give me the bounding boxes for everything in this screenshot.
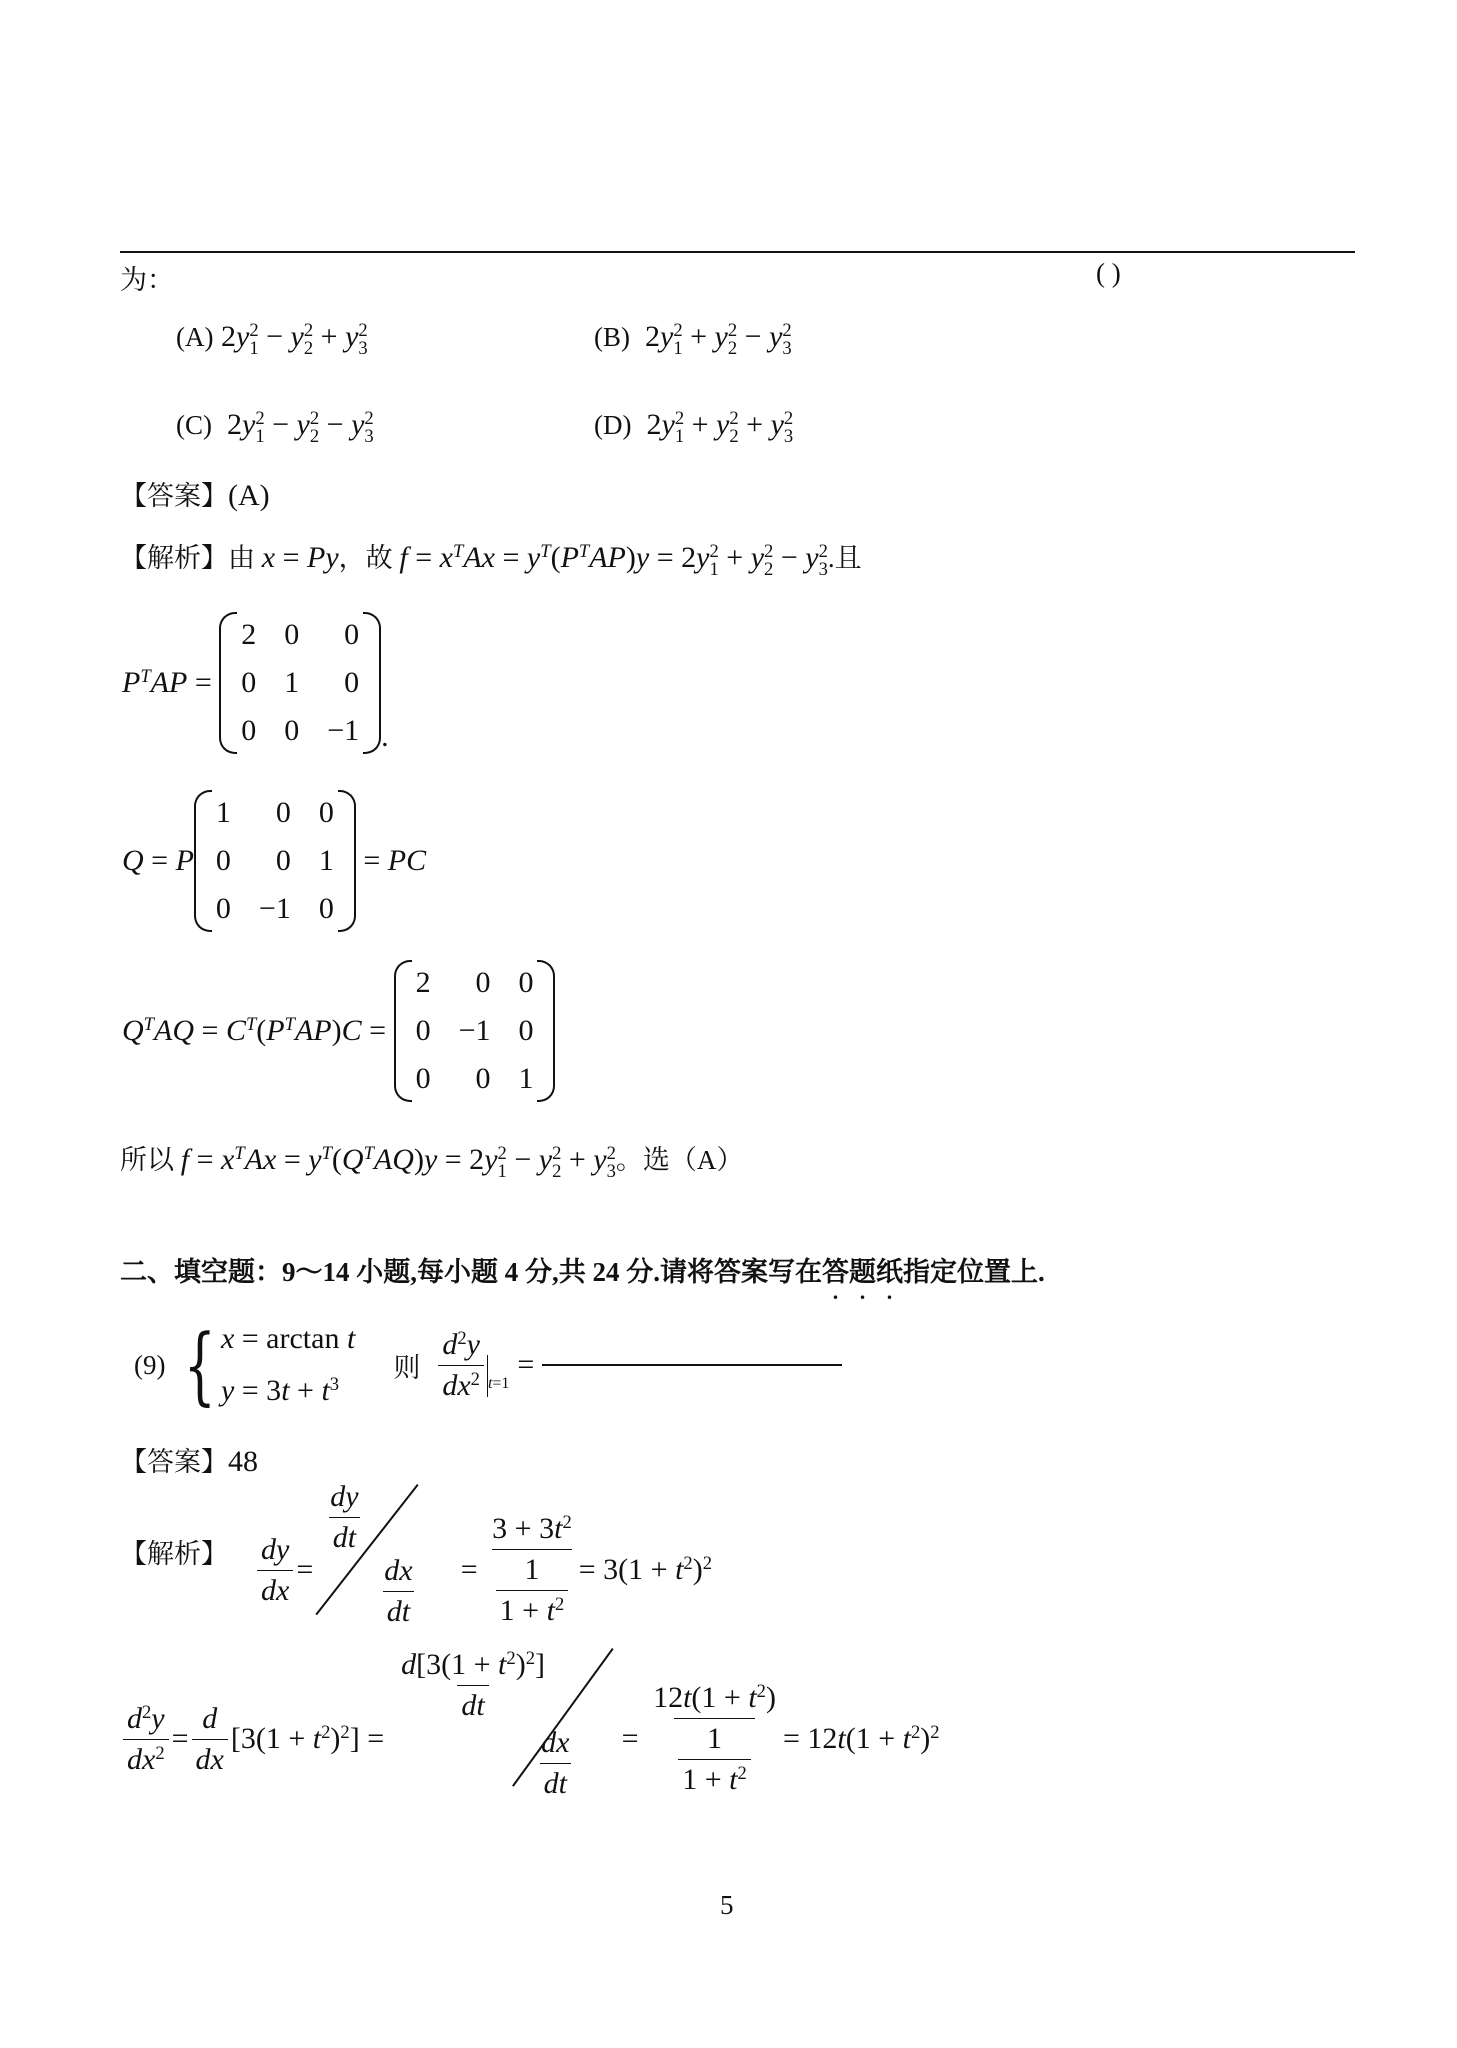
- matrix-cell: 0: [475, 1062, 491, 1095]
- answer9-label: 【答案】: [120, 1447, 228, 1477]
- section-heading: [120, 1250, 1045, 1289]
- option-d-label: (D): [594, 410, 632, 440]
- matrix-cell: 0: [318, 892, 334, 925]
- matrix-c: [194, 790, 356, 932]
- dydt-over-dxdt: $\frac{dy}{dt}$ $\frac{dx}{dt}$: [330, 1480, 413, 1628]
- analysis-line: 【解析】由 x = Py，故 $f = x^TAx = y^T(P^TAP)y = 2y$ 2 1 + y 2 2 − y 2 3 .且: [120, 540, 862, 581]
- conclusion-suoyi: 所以: [120, 1145, 174, 1175]
- analysis-gu: ，故: [338, 543, 393, 573]
- q-equation: Q = P 1 0 0 0 0 1 0 −1 0 = PC: [122, 790, 426, 932]
- analysis9-label: 【解析】: [120, 1539, 228, 1569]
- question-lead: 为：: [120, 265, 174, 295]
- analysis-label: 【解析】: [120, 543, 228, 573]
- q9-number: (9): [134, 1349, 166, 1380]
- header-rule: [120, 251, 1355, 253]
- matrix-cell: 0: [475, 966, 491, 999]
- matrix-cell: 0: [415, 1014, 431, 1047]
- matrix-cell: 1: [318, 844, 334, 877]
- qtaq-equation: $Q^TAQ = C^T(P^TAP)C$ = 2 0 0 0 −1 0 0 0 1: [122, 960, 555, 1102]
- answer-bracket: ( ): [1096, 258, 1121, 288]
- analysis-qie: .且: [827, 543, 862, 573]
- option-c: (C) 2y 2 1 − y 2 2 − y 2 3: [176, 407, 374, 448]
- section-heading-2: 9～14 小题,每小题 4 分,共 24 分.请将答案写在: [282, 1257, 822, 1287]
- matrix-cell: 0: [415, 1062, 431, 1095]
- conclusion-line: 所以 $f = x^TAx = y^T(Q^TAQ)y = 2y$ 2 1 − y 2 2 + y 2 3 。选（A）: [120, 1142, 744, 1183]
- option-a: (A) 2y 2 1 − y 2 2 + y 2 3: [176, 319, 368, 360]
- matrix-cell: 2: [415, 966, 431, 999]
- option-b: (B) 2y 2 1 + y 2 2 − y 2 3: [594, 319, 792, 360]
- matrix-cell: −1: [327, 714, 360, 747]
- section-heading-3: 指定位置上.: [903, 1257, 1045, 1287]
- section-heading-1: 二、填空题：: [120, 1257, 282, 1287]
- q9-ze: 则: [393, 1352, 421, 1383]
- answer-value: (A): [228, 479, 270, 512]
- matrix-cell: 0: [284, 714, 300, 747]
- answer9-line: [120, 1440, 258, 1479]
- answer-label: 【答案】: [120, 481, 228, 511]
- matrix-cell: 0: [215, 844, 231, 877]
- dydx-equation: $\frac{dy}{dx}$ = $\frac{dy}{dt}$ $\frac{dx}{dt}$ = $\frac{3 + 3t^2}{\frac{1}{1 + t^2}}$ = $3(1 + t^2)^2$: [254, 1500, 712, 1640]
- question-9: (9) { x = arctan t $y = 3t + t^3$ 则 $\frac{d^2y}{dx^2}$ t =1 =: [134, 1310, 842, 1420]
- matrix-qtaq: [394, 960, 556, 1102]
- d2ydx2-equation: $\frac{d^2y}{dx^2}$ = $\frac{d}{dx}$ $[3(1 + t^2)^2]$ = $\frac{d[3(1 + t^2)^2]}{dt}$ $\frac{dx}{dt}$ = $\frac{12t(1 + t^2)}{\frac{1}{1 + t^2}}$ = $12t(1 + t^2)^2$: [120, 1664, 940, 1814]
- matrix-cell: 1: [518, 1062, 534, 1095]
- matrix-cell: −1: [458, 1014, 491, 1047]
- matrix-cell: 0: [518, 966, 534, 999]
- matrix-cell: 0: [241, 714, 257, 747]
- answer9-value: 48: [228, 1445, 258, 1478]
- matrix-cell: 0: [241, 666, 257, 699]
- matrix-ptap: [219, 612, 381, 754]
- matrix-cell: 0: [518, 1014, 534, 1047]
- matrix-cell: 0: [215, 892, 231, 925]
- matrix-cell: 0: [344, 666, 360, 699]
- section-heading-dot3: 纸: [876, 1257, 903, 1287]
- option-d: (D) 2y 2 1 + y 2 2 + y 2 3: [594, 407, 794, 448]
- ptap-equation: $P^TAP$ = 2 0 0 0 1 0 0 0 −1 .: [122, 612, 389, 754]
- matrix-cell: 1: [284, 666, 300, 699]
- dt-over-dxdt: $\frac{d[3(1 + t^2)^2]}{dt}$ $\frac{dx}{dt}$: [401, 1647, 570, 1800]
- matrix-cell: 0: [344, 618, 360, 651]
- analysis-you: 由: [228, 543, 255, 573]
- matrix-cell: 0: [275, 844, 291, 877]
- option-b-label: (B): [594, 322, 630, 352]
- matrix-cell: 0: [275, 796, 291, 829]
- answer-line: [120, 474, 270, 513]
- section-heading-dot1: 答: [822, 1257, 849, 1287]
- option-c-label: (C): [176, 410, 212, 440]
- matrix-cell: 2: [241, 618, 257, 651]
- conclusion-end: 。选（A）: [615, 1145, 744, 1175]
- page-number: 5: [720, 1890, 734, 1920]
- section-heading-dot2: 题: [849, 1257, 876, 1287]
- matrix-cell: 0: [318, 796, 334, 829]
- matrix-cell: 0: [284, 618, 300, 651]
- option-a-label: (A): [176, 322, 214, 352]
- matrix-cell: −1: [258, 892, 291, 925]
- matrix-cell: 1: [215, 796, 231, 829]
